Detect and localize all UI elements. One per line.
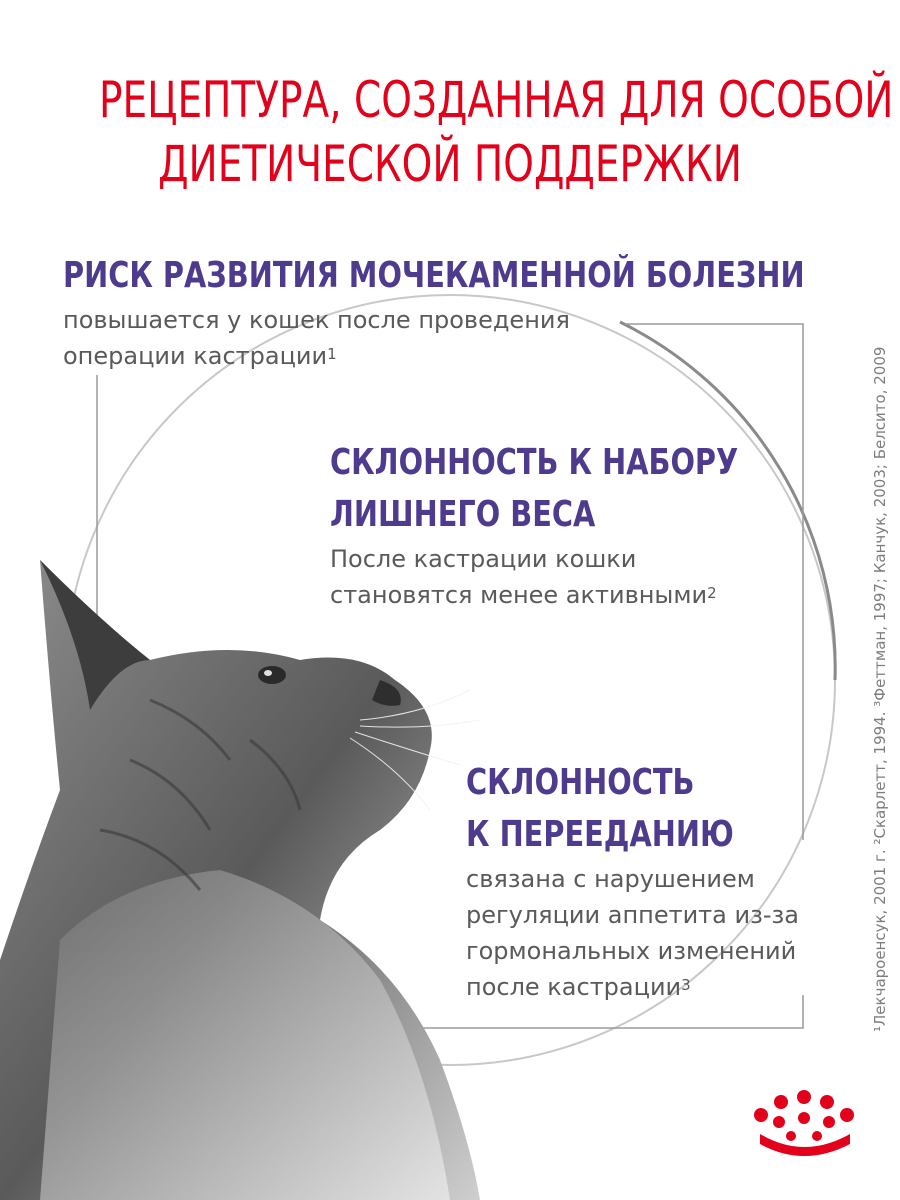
feature-text-line bbox=[466, 969, 801, 1005]
feature-text: после кастрации bbox=[466, 973, 682, 1001]
royal-canin-crown-logo bbox=[746, 1088, 871, 1158]
feature-text: операции кастрации bbox=[63, 342, 328, 370]
feature-block-weight-gain bbox=[330, 437, 840, 613]
title-line-2: ДИЕТИЧЕСКОЙ ПОДДЕРЖКИ bbox=[158, 135, 742, 193]
page-title bbox=[99, 68, 894, 196]
feature-heading: РИСК РАЗВИТИЯ МОЧЕКАМЕННОЙ БОЛЕЗНИ bbox=[63, 255, 805, 296]
feature-text-line bbox=[63, 338, 900, 374]
feature-text-line: гормональных изменений bbox=[466, 937, 797, 965]
feature-text-line bbox=[330, 577, 840, 613]
references-vertical: ¹Лекчароенсук, 2001 г. ²Скарлетт, 1994. ³Феттман, 1997; Канчук, 2003; Белсито, 2009 bbox=[871, 346, 889, 1032]
feature-heading: СКЛОННОСТЬ К НАБОРУ bbox=[330, 442, 739, 483]
feature-text: становятся менее активными bbox=[330, 581, 708, 609]
feature-text-line: регуляции аппетита из-за bbox=[466, 901, 799, 929]
feature-block-urolithiasis bbox=[63, 250, 900, 374]
footnote-marker: 3 bbox=[681, 976, 691, 994]
footnote-marker: 2 bbox=[707, 584, 717, 602]
feature-heading: К ПЕРЕЕДАНИЮ bbox=[466, 814, 734, 855]
feature-heading: ЛИШНЕГО ВЕСА bbox=[330, 494, 596, 535]
feature-heading: СКЛОННОСТЬ bbox=[466, 762, 695, 803]
cat-illustration bbox=[0, 540, 500, 1200]
feature-text-line: После кастрации кошки bbox=[330, 545, 637, 573]
feature-text-line: связана с нарушением bbox=[466, 865, 755, 893]
feature-block-overeating bbox=[466, 757, 801, 1005]
footnote-marker: 1 bbox=[327, 345, 337, 363]
title-line-1: РЕЦЕПТУРА, СОЗДАННАЯ ДЛЯ ОСОБОЙ bbox=[99, 71, 894, 129]
feature-text-line: повышается у кошек после проведения bbox=[63, 306, 570, 334]
